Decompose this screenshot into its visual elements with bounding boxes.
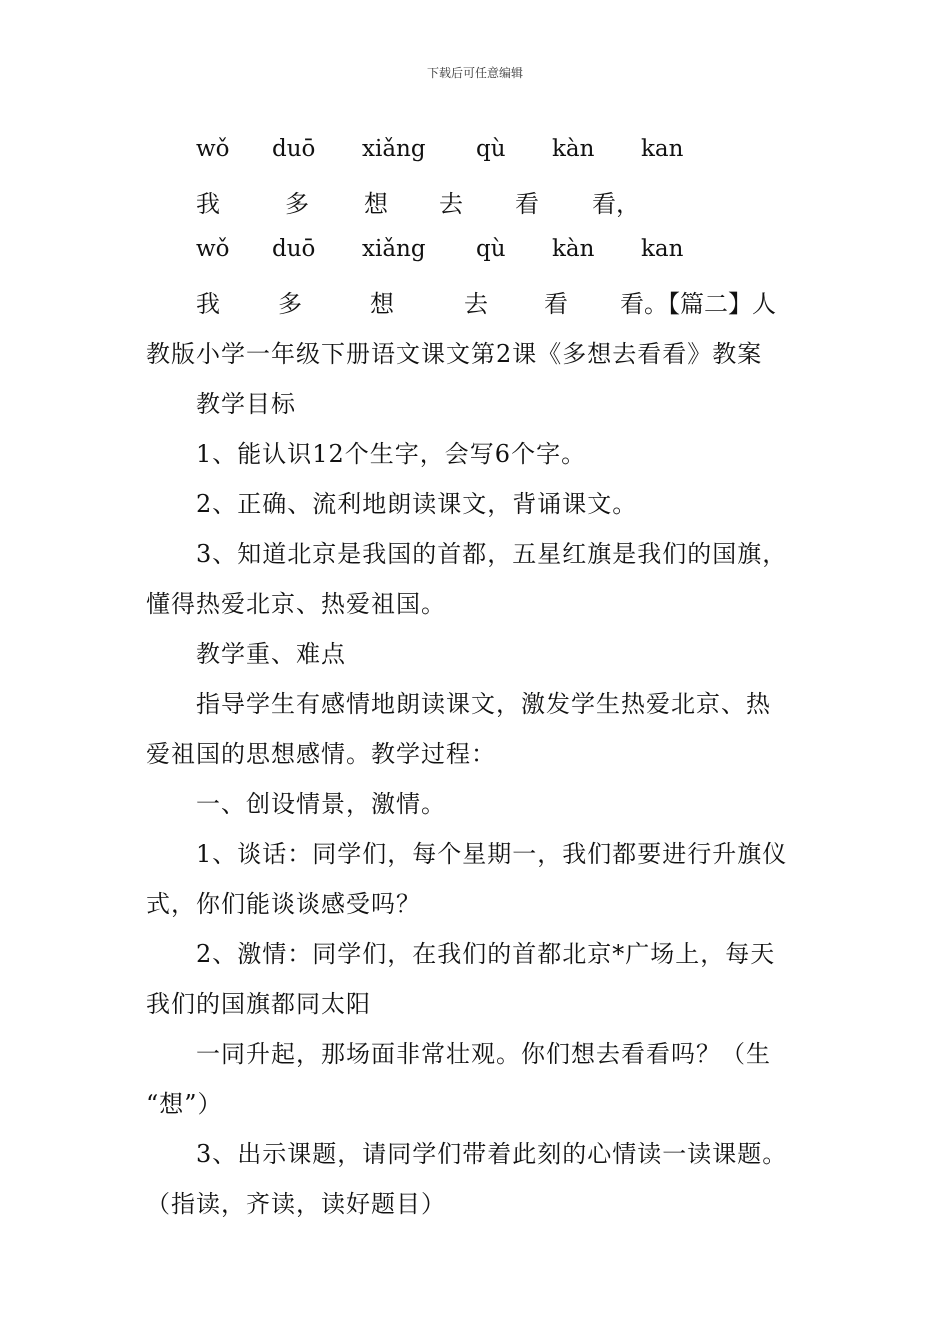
hanzi-char: 我: [196, 190, 220, 218]
hanzi-char: 想: [364, 190, 388, 218]
hanzi-char: 多: [278, 290, 302, 318]
pinyin-syllable: wǒ: [196, 236, 230, 262]
hanzi-char: 看: [515, 190, 539, 218]
pinyin-syllable: xiǎng: [362, 236, 426, 262]
body-line: （指读，齐读，读好题目）: [146, 1190, 446, 1218]
hanzi-char: 想: [370, 290, 394, 318]
page-header: 下载后可任意编辑: [426, 66, 523, 80]
hanzi-char: 去: [439, 190, 463, 218]
section-heading: 教学目标: [196, 390, 296, 418]
section-heading: 教学重、难点: [196, 640, 346, 668]
body-line: 1、谈话：同学们，每个星期一，我们都要进行升旗仪: [196, 840, 788, 868]
body-line: 2、激情：同学们，在我们的首都北京*广场上，每天: [196, 940, 776, 968]
body-line: 3、知道北京是我国的首都，五星红旗是我们的国旗，: [196, 540, 788, 568]
pinyin-syllable: qù: [476, 136, 506, 162]
pinyin-syllable: kàn: [552, 136, 595, 162]
pinyin-syllable: wǒ: [196, 136, 230, 162]
hanzi-char: 去: [464, 290, 488, 318]
pinyin-syllable: xiǎng: [362, 136, 426, 162]
body-line: 懂得热爱北京、热爱祖国。: [146, 590, 446, 618]
body-line: 指导学生有感情地朗读课文，激发学生热爱北京、热: [196, 690, 771, 718]
body-line: 1、能认识12个生字，会写6个字。: [196, 440, 587, 468]
body-line: 我们的国旗都同太阳: [146, 990, 371, 1018]
pinyin-syllable: kan: [641, 136, 684, 162]
hanzi-char: 看，: [592, 190, 640, 218]
body-line: 3、出示课题，请同学们带着此刻的心情读一读课题。: [196, 1140, 788, 1168]
pinyin-syllable: kan: [641, 236, 684, 262]
body-line: “想”）: [146, 1090, 223, 1118]
hanzi-char: 多: [285, 190, 309, 218]
body-line: 爱祖国的思想感情。教学过程：: [146, 740, 496, 768]
pinyin-syllable: kàn: [552, 236, 595, 262]
pinyin-syllable: qù: [476, 236, 506, 262]
hanzi-char: 我: [196, 290, 220, 318]
body-line: 式，你们能谈谈感受吗？: [146, 890, 421, 918]
pinyin-syllable: duō: [272, 236, 316, 262]
hanzi-char: 看: [544, 290, 568, 318]
body-line: 一同升起，那场面非常壮观。你们想去看看吗？（生: [196, 1040, 771, 1068]
pinyin-syllable: duō: [272, 136, 316, 162]
body-line: 一、创设情景，激情。: [196, 790, 446, 818]
body-line: 2、正确、流利地朗读课文，背诵课文。: [196, 490, 638, 518]
body-line: 教版小学一年级下册语文课文第2课《多想去看看》教案: [146, 340, 763, 368]
hanzi-char: 看。【篇二】人: [620, 290, 776, 318]
